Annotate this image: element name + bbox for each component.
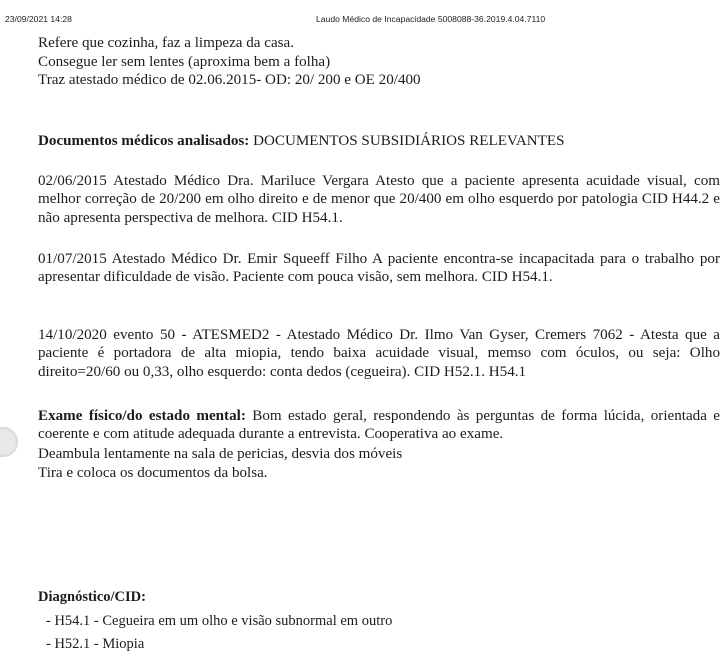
punch-hole-mark [0, 427, 18, 457]
document-item: 02/06/2015 Atestado Médico Dra. Mariluce Vergara Atesto que a paciente apresenta acuidade visual, com melhor correção de 20/200 em olho direito e de menor que 20/400 em olho esquerdo por patologia CID H44.2 e não apresenta perspectiva de melhora. CID H54.1. [38, 173, 720, 226]
print-datetime: 23/09/2021 14:28 [5, 14, 72, 24]
documents-heading-label: Documentos médicos analisados: [38, 133, 250, 149]
document-item: 01/07/2015 Atestado Médico Dr. Emir Squeeff Filho A paciente encontra-se incapacitada para o trabalho por apresentar dificuldade de visão. Paciente com pouca visão, sem melhora. CID H54.1. [38, 251, 720, 286]
intro-block [38, 34, 719, 90]
exam-text: Bom estado geral, respondendo às perguntas de forma lúcida, orientada e coerente e com atitude adequada durante a entrevista. Cooperativa ao exame. [38, 408, 720, 443]
documents-heading [38, 132, 720, 150]
diagnosis-item: - H52.1 - Miopia [46, 636, 145, 652]
documents-heading-rest: DOCUMENTOS SUBSIDIÁRIOS RELEVANTES [249, 133, 565, 149]
diagnosis-item: - H54.1 - Cegueira em um olho e visão subnormal em outro [46, 613, 393, 629]
document-title: Laudo Médico de Incapacidade 5008088-36.2019.4.04.7110 [316, 14, 546, 24]
document-item: 14/10/2020 evento 50 - ATESMED2 - Atestado Médico Dr. Ilmo Van Gyser, Cremers 7062 - Atesta que a paciente é portadora de alta miopia, tendo baixa acuidade visual, memso com óculos, ou seja: Olho direito=20/60 ou 0,33, olho esquerdo: conta dedos (cegueira). CID H52.1. H54.1 [38, 327, 720, 380]
diagnosis-heading: Diagnóstico/CID: [38, 589, 146, 605]
page-header [0, 14, 727, 26]
exam-line: Tira e coloca os documentos da bolsa. [38, 465, 268, 481]
intro-line: Consegue ler sem lentes (aproxima bem a folha) [38, 53, 331, 70]
intro-line: Refere que cozinha, faz a limpeza da casa. [38, 35, 295, 51]
exam-line: Deambula lentamente na sala de pericias, desvia dos móveis [38, 446, 403, 462]
exam-heading: Exame físico/do estado mental: [38, 408, 246, 424]
exam-paragraph [38, 407, 720, 444]
intro-line: Traz atestado médico de 02.06.2015- OD: 20/ 200 e OE 20/400 [38, 72, 421, 88]
